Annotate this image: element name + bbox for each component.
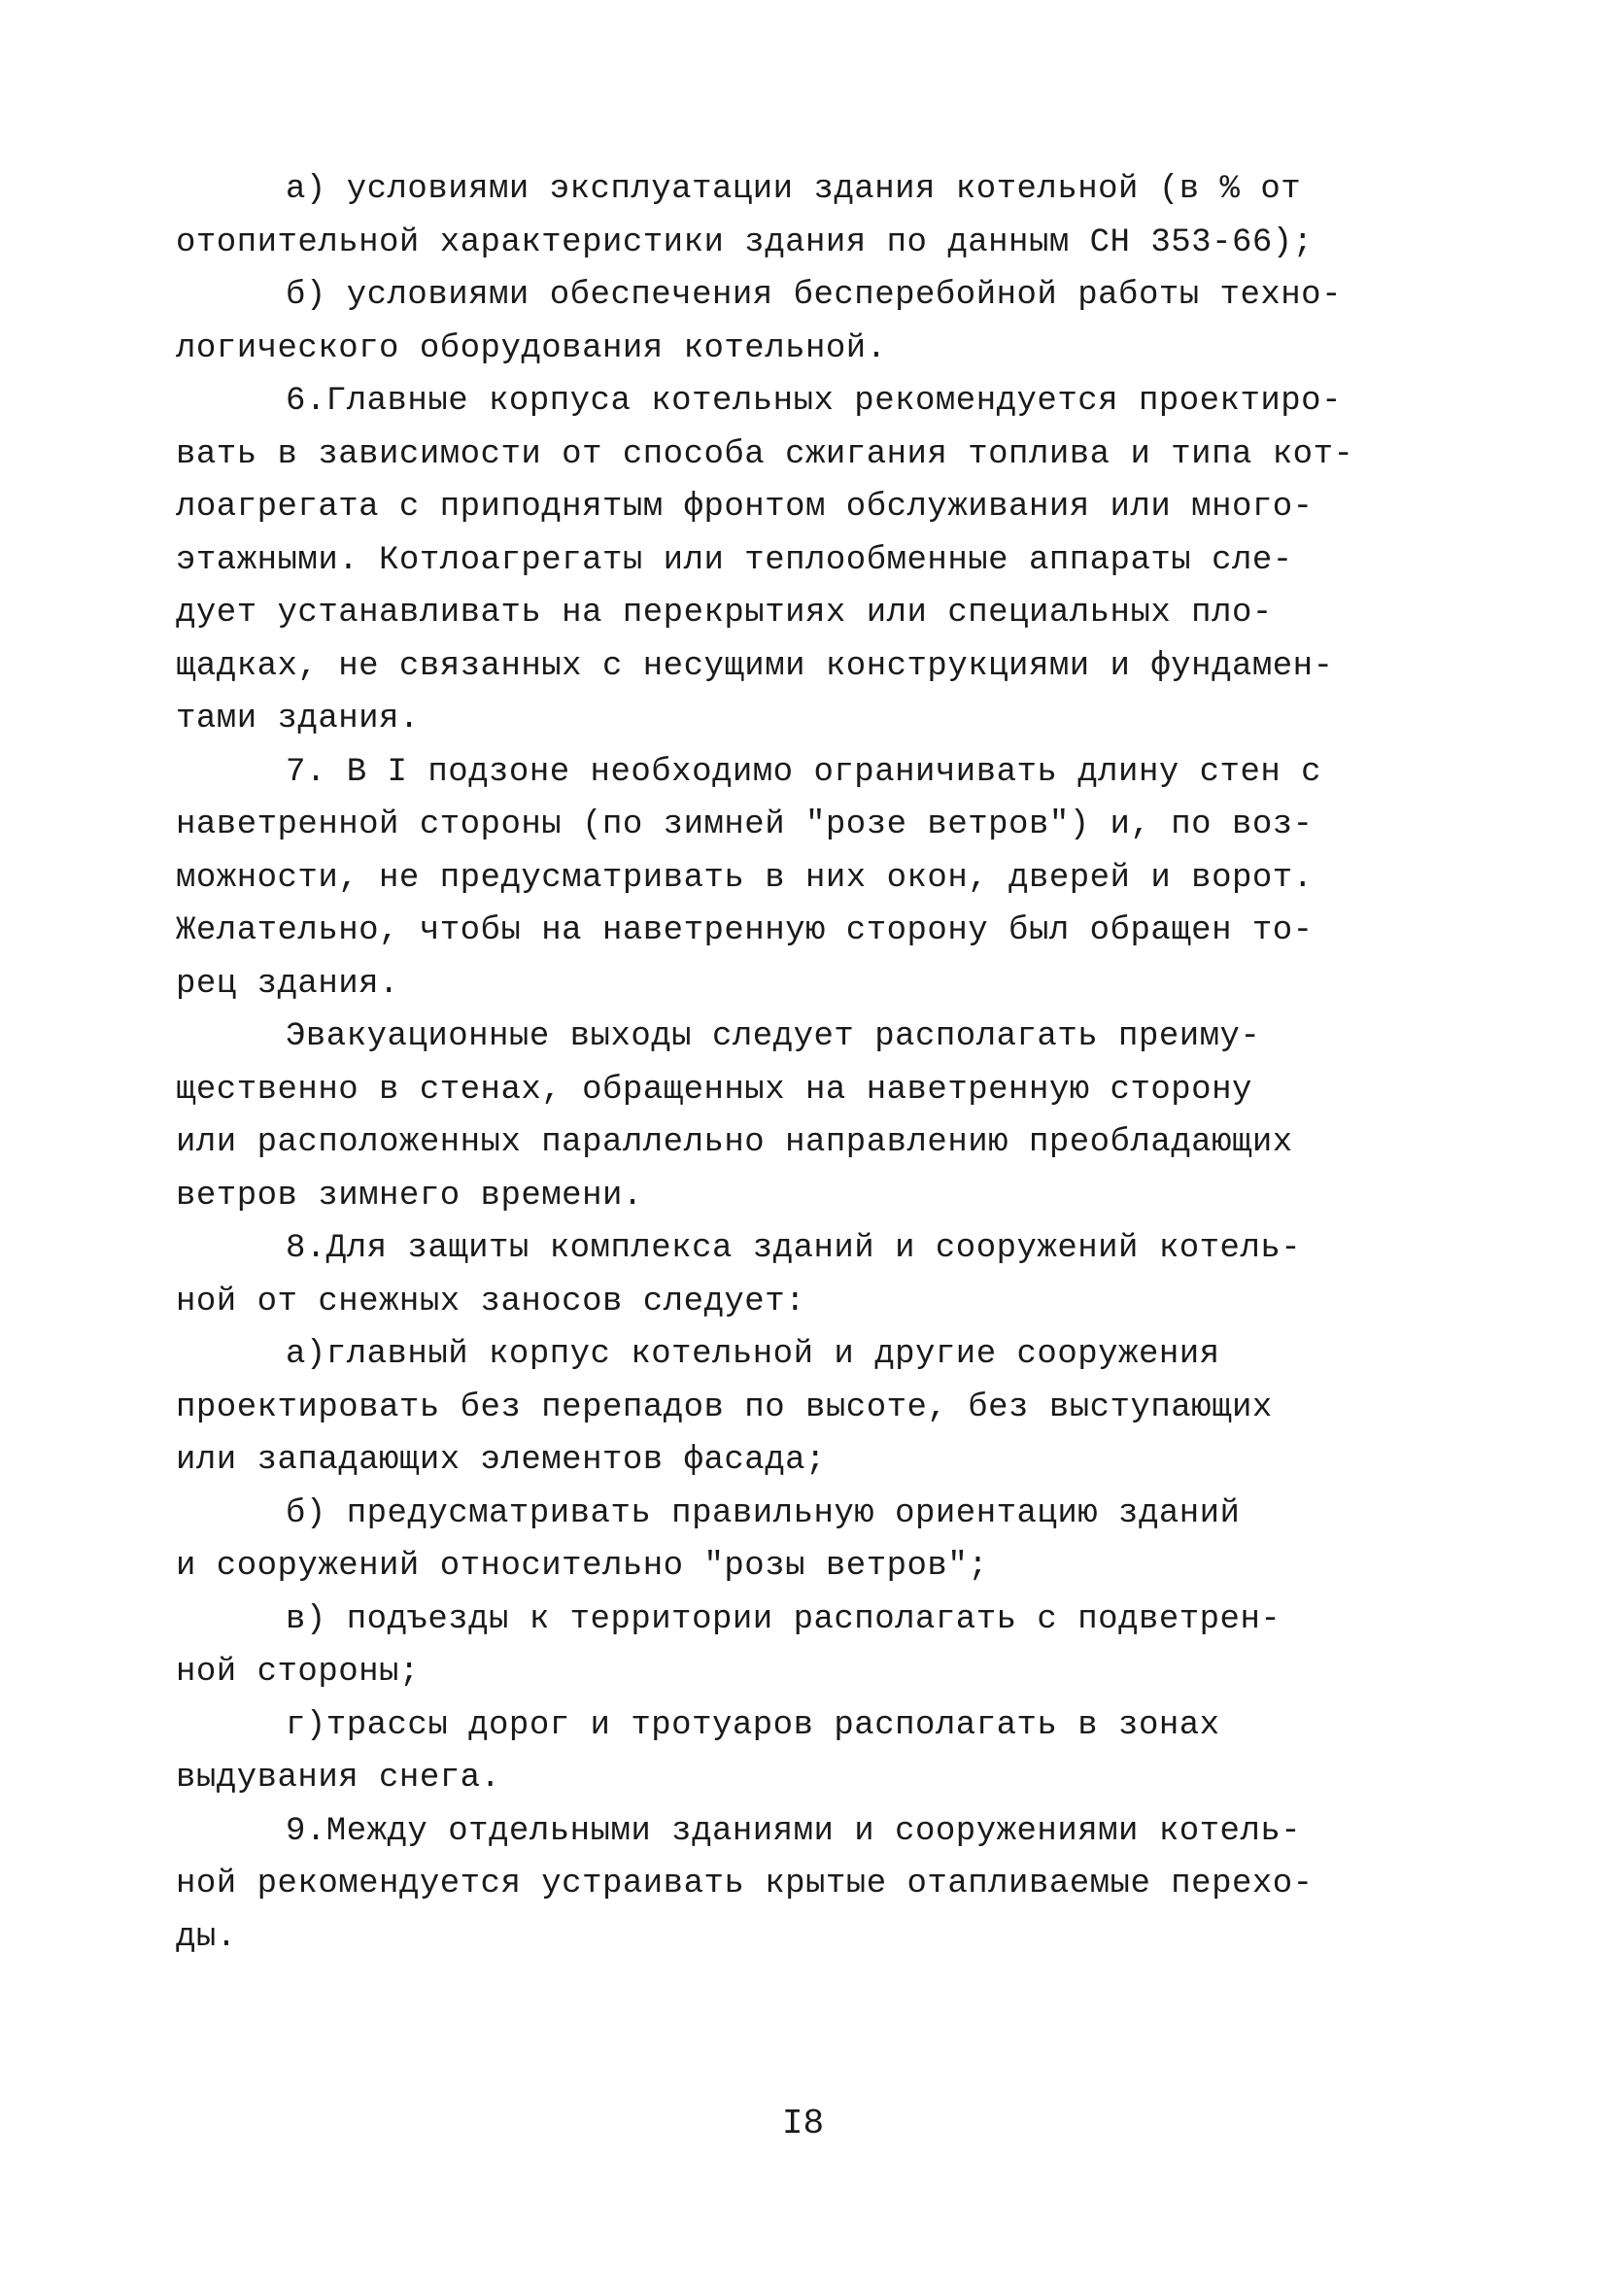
- text-line: 8.Для защиты комплекса зданий и сооружений котель-: [286, 1230, 1302, 1267]
- text-line: вать в зависимости от способа сжигания топлива и типа кот-: [176, 435, 1354, 473]
- text-line: а) условиями эксплуатации здания котельной (в % от: [286, 171, 1302, 208]
- text-line: в) подъезды к территории располагать с подветрен-: [286, 1600, 1281, 1638]
- text-line: тами здания.: [176, 701, 420, 737]
- text-line: проектировать без перепадов по высоте, без выступающих: [176, 1388, 1273, 1426]
- text-line: б) предусматривать правильную ориентацию зданий: [286, 1494, 1241, 1532]
- text-line: отопительной характеристики здания по данным СН 353-66);: [176, 223, 1314, 261]
- text-line: щественно в стенах, обращенных на наветренную сторону: [176, 1071, 1252, 1109]
- text-line: ветров зимнего времени.: [176, 1177, 643, 1215]
- text-line: дует устанавливать на перекрытиях или специальных пло-: [176, 595, 1273, 632]
- text-line: рец здания.: [176, 965, 399, 1003]
- text-line: ды.: [176, 1918, 237, 1956]
- text-line: можности, не предусматривать в них окон, дверей и ворот.: [176, 859, 1314, 897]
- text-line: ной стороны;: [176, 1654, 420, 1691]
- text-line: лоагрегата с приподнятым фронтом обслуживания или много-: [176, 489, 1314, 526]
- text-line: щадках, не связанных с несущими конструкциями и фундамен-: [176, 647, 1334, 685]
- page-number: I8: [781, 2104, 825, 2143]
- text-line: Желательно, чтобы на наветренную сторону был обращен то-: [176, 912, 1314, 949]
- text-line: ной рекомендуется устраивать крытые отапливаемые перехо-: [176, 1866, 1314, 1902]
- text-line: этажными. Котлоагрегаты или теплообменные аппараты сле-: [176, 541, 1293, 579]
- text-line: б) условиями обеспечения бесперебойной работы техно-: [286, 277, 1342, 314]
- text-line: наветренной стороны (по зимней "розе ветров") и, по воз-: [176, 806, 1314, 843]
- text-line: Эвакуационные выходы следует располагать преиму-: [286, 1018, 1261, 1055]
- text-line: или расположенных параллельно направлению преобладающих: [176, 1124, 1293, 1161]
- text-line: или западающих элементов фасада;: [176, 1442, 826, 1479]
- text-line: и сооружений относительно "розы ветров";: [176, 1548, 989, 1585]
- text-line: 9.Между отдельными зданиями и сооружениями котель-: [286, 1812, 1302, 1850]
- text-line: а)главный корпус котельной и другие сооружения: [286, 1336, 1220, 1373]
- text-line: логического оборудования котельной.: [176, 329, 887, 367]
- text-line: ной от снежных заносов следует:: [176, 1283, 806, 1320]
- text-line: 7. В I подзоне необходимо ограничивать длину стен с: [286, 753, 1322, 791]
- body-text: [176, 163, 1478, 1964]
- text-line: г)трассы дорог и тротуаров располагать в зонах: [286, 1706, 1220, 1744]
- text-line: 6.Главные корпуса котельных рекомендуется проектиро-: [286, 383, 1342, 420]
- text-line: выдувания снега.: [176, 1760, 501, 1797]
